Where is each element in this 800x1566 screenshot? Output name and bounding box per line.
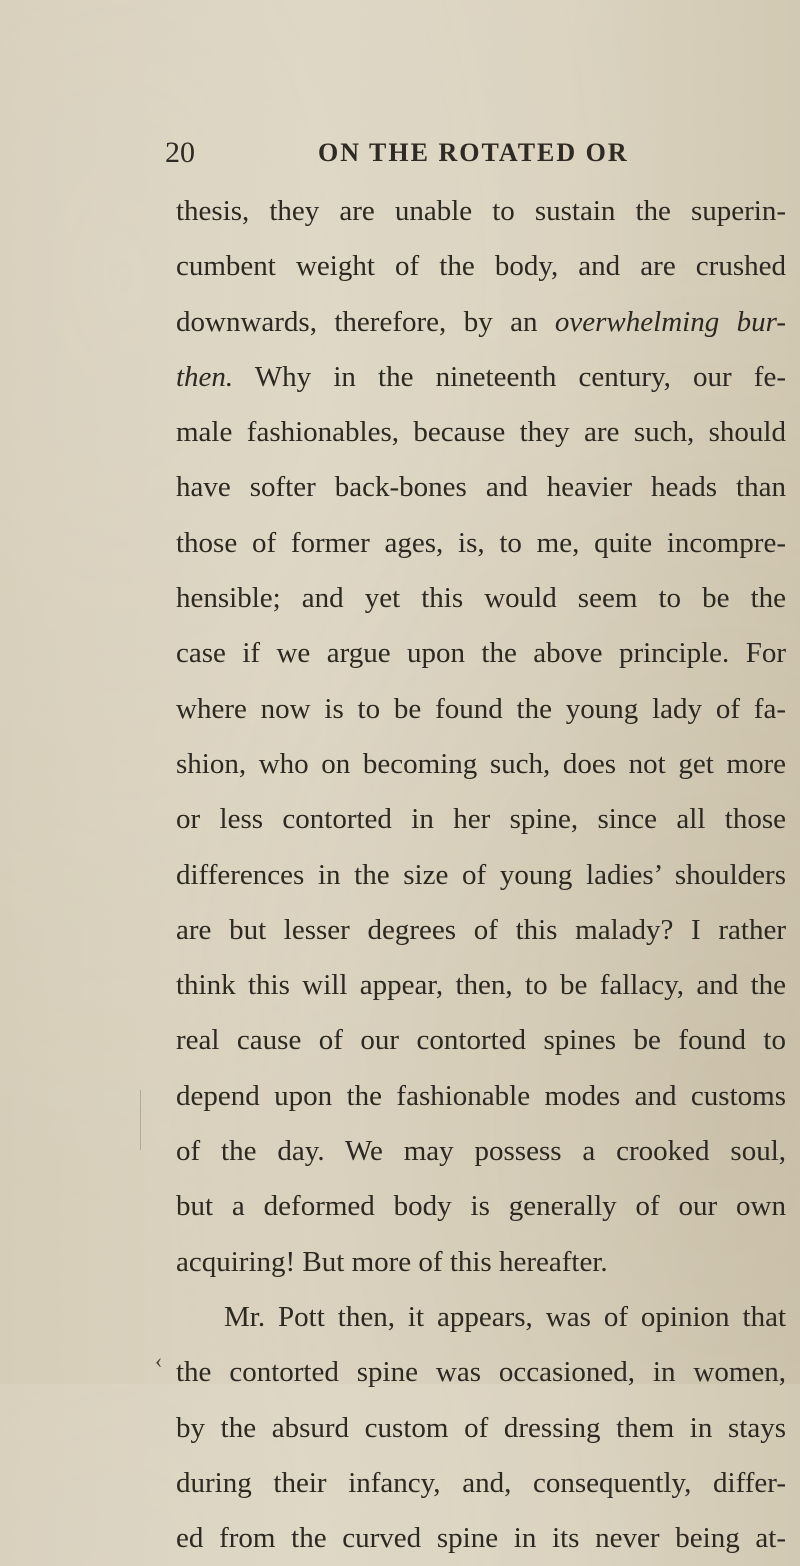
text-line: but a deformed body is generally of our own xyxy=(176,1190,786,1223)
margin-mark: ‹ xyxy=(155,1348,163,1373)
text-line: where now is to be found the young lady of fa- xyxy=(176,692,786,725)
text-line: downwards, therefore, by an overwhelming bur- xyxy=(176,305,786,338)
text-line: or less contorted in her spine, since all those xyxy=(176,803,786,836)
text-line: Mr. Pott then, it appears, was of opinion that xyxy=(224,1300,786,1333)
text-line: case if we argue upon the above principle. For xyxy=(176,637,786,670)
text-line: of the day. We may possess a crooked soul, xyxy=(176,1135,786,1168)
text-line: shion, who on becoming such, does not get more xyxy=(176,747,786,780)
running-head xyxy=(165,136,785,176)
text-line: during their infancy, and, consequently, differ- xyxy=(176,1466,786,1499)
text-line: are but lesser degrees of this malady? I rather xyxy=(176,913,786,946)
text-line: acquiring! But more of this hereafter. xyxy=(176,1245,608,1278)
text-line: cumbent weight of the body, and are crushed xyxy=(176,250,786,283)
text-line: those of former ages, is, to me, quite incompre- xyxy=(176,526,786,559)
text-line: depend upon the fashionable modes and customs xyxy=(176,1079,786,1112)
running-title: ON THE ROTATED OR xyxy=(318,138,629,167)
text-line: thesis, they are unable to sustain the superin- xyxy=(176,195,786,227)
text-line: by the absurd custom of dressing them in stays xyxy=(176,1411,786,1444)
text-line: male fashionables, because they are such, should xyxy=(176,416,786,449)
text-line: then. Why in the nineteenth century, our fe- xyxy=(176,360,786,393)
margin-line xyxy=(140,1090,171,1150)
text-line: have softer back-bones and heavier heads than xyxy=(176,471,786,504)
page-number: 20 xyxy=(165,136,195,169)
italic-phrase: then. xyxy=(176,360,234,393)
body-text xyxy=(176,184,786,1566)
text-line: ed from the curved spine in its never being at- xyxy=(176,1522,786,1555)
text-line: the contorted spine was occasioned, in women, xyxy=(176,1356,786,1389)
italic-phrase: overwhelming bur- xyxy=(554,305,786,338)
text-line: differences in the size of young ladies’ shoulders xyxy=(176,858,786,891)
text-line: think this will appear, then, to be fallacy, and the xyxy=(176,969,786,1002)
text-line: real cause of our contorted spines be found to xyxy=(176,1024,786,1057)
text-line: hensible; and yet this would seem to be the xyxy=(176,582,786,615)
